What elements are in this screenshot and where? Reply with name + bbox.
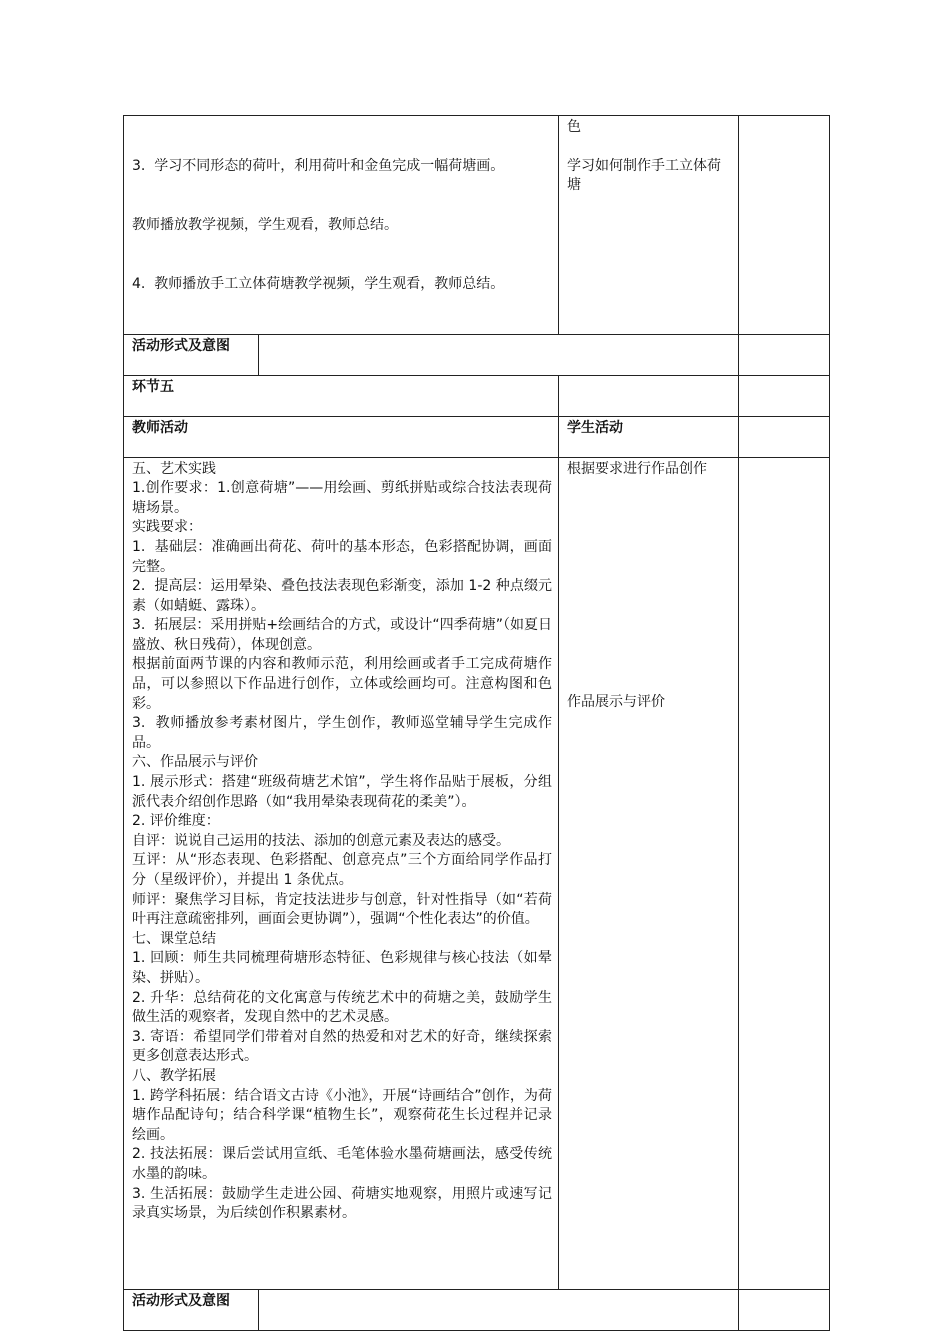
student-activity-cell <box>559 457 739 1289</box>
teacher-line: 3. 拓展层：采用拼贴+绘画结合的方式，或设计“四季荷塘”（如夏日盛放、秋日残荷），体现创意。 <box>132 617 553 653</box>
teacher-line: 六、作品展示与评价 <box>132 754 258 771</box>
notes-cell <box>739 457 830 1289</box>
teacher-line: 互评：从“形态表现、色彩搭配、创意亮点”三个方面给同学作品打分（星级评价），并提出 1 条优点。 <box>132 852 553 888</box>
student-text-top: 色 <box>567 119 582 135</box>
teacher-line: 七、课堂总结 <box>132 930 216 947</box>
row-activity-form <box>124 334 830 375</box>
teacher-line: 1. 基础层：准确画出荷花、荷叶的基本形态，色彩搭配协调，画面完整。 <box>132 538 553 575</box>
teacher-line: 1. 回顾：师生共同梳理荷塘形态特征、色彩规律与核心技法（如晕染、拼贴）。 <box>132 950 553 986</box>
row-continued-activity <box>124 116 830 335</box>
activity-form-content <box>259 334 739 375</box>
teacher-line: 实践要求： <box>132 519 202 536</box>
teacher-line: 2. 技法拓展：课后尝试用宣纸、毛笔体验水墨荷塘画法，感受传统水墨的韵味。 <box>132 1146 553 1182</box>
student-text: 作品展示与评价 <box>567 694 666 711</box>
teacher-line: 4. 教师播放手工立体荷塘教学视频，学生观看，教师总结。 <box>132 275 505 292</box>
activity-form-label: 活动形式及意图 <box>124 334 259 375</box>
teacher-line: 1. 跨学科拓展：结合语文古诗《小池》，开展“诗画结合”创作，为荷塘作品配诗句；结合科学课“植物生长”，观察荷花生长过程并记录绘画。 <box>132 1087 553 1143</box>
notes-cell <box>739 1289 830 1330</box>
teacher-line: 五、艺术实践 <box>132 460 216 477</box>
student-activity-header: 学生活动 <box>559 416 739 457</box>
teacher-activity-cell <box>124 116 559 335</box>
teacher-line: 3. 学习不同形态的荷叶，利用荷叶和金鱼完成一幅荷塘画。 <box>132 158 505 175</box>
section-title: 环节五 <box>124 375 559 416</box>
teacher-line: 3. 生活拓展：鼓励学生走进公园、荷塘实地观察，用照片或速写记录真实场景，为后续创作积累素材。 <box>132 1185 553 1222</box>
student-text: 学习如何制作手工立体荷塘 <box>567 157 722 194</box>
student-text: 根据要求进行作品创作 <box>567 460 708 477</box>
teacher-line: 教师播放教学视频，学生观看，教师总结。 <box>132 216 398 233</box>
notes-cell <box>739 416 830 457</box>
teacher-line: 自评：说说自己运用的技法、添加的创意元素及表达的感受。 <box>132 832 510 849</box>
teacher-activity-header: 教师活动 <box>124 416 559 457</box>
teacher-line: 3. 教师播放参考素材图片，学生创作，教师巡堂辅导学生完成作品。 <box>132 715 553 751</box>
row-section-five <box>124 375 830 416</box>
empty-cell <box>559 375 739 416</box>
row-main-activities <box>124 457 830 1289</box>
teacher-line: 根据前面两节课的内容和教师示范，利用绘画或者手工完成荷塘作品，可以参照以下作品进行创作，立体或绘画均可。注意构图和色彩。 <box>132 656 553 712</box>
teacher-line: 2. 提高层：运用晕染、叠色技法表现色彩渐变，添加 1-2 种点缀元素（如蜻蜓、露珠）。 <box>132 578 553 614</box>
teacher-line: 师评：聚焦学习目标，肯定技法进步与创意，针对性指导（如“若荷叶再注意疏密排列，画面会更协调”），强调“个性化表达”的价值。 <box>132 891 553 928</box>
row-activity-form <box>124 1289 830 1330</box>
row-activity-headers <box>124 416 830 457</box>
notes-cell <box>739 334 830 375</box>
lesson-plan-table <box>123 115 830 1331</box>
teacher-line: 1.创作要求：1.创意荷塘”——用绘画、剪纸拼贴或综合技法表现荷塘场景。 <box>132 480 553 516</box>
activity-form-label: 活动形式及意图 <box>124 1289 259 1330</box>
teacher-line: 2. 升华：总结荷花的文化寓意与传统艺术中的荷塘之美，鼓励学生做生活的观察者，发现自然中的艺术灵感。 <box>132 989 553 1026</box>
teacher-line: 八、教学拓展 <box>132 1067 216 1084</box>
notes-cell <box>739 375 830 416</box>
activity-form-content <box>259 1289 739 1330</box>
teacher-activity-cell <box>124 457 559 1289</box>
teacher-line: 3. 寄语：希望同学们带着对自然的热爱和对艺术的好奇，继续探索更多创意表达形式。 <box>132 1028 553 1065</box>
teacher-line: 2. 评价维度： <box>132 813 220 830</box>
teacher-line: 1. 展示形式：搭建“班级荷塘艺术馆”，学生将作品贴于展板，分组派代表介绍创作思路（如“我用晕染表现荷花的柔美”）。 <box>132 774 553 810</box>
notes-cell <box>739 116 830 335</box>
student-activity-cell <box>559 116 739 335</box>
